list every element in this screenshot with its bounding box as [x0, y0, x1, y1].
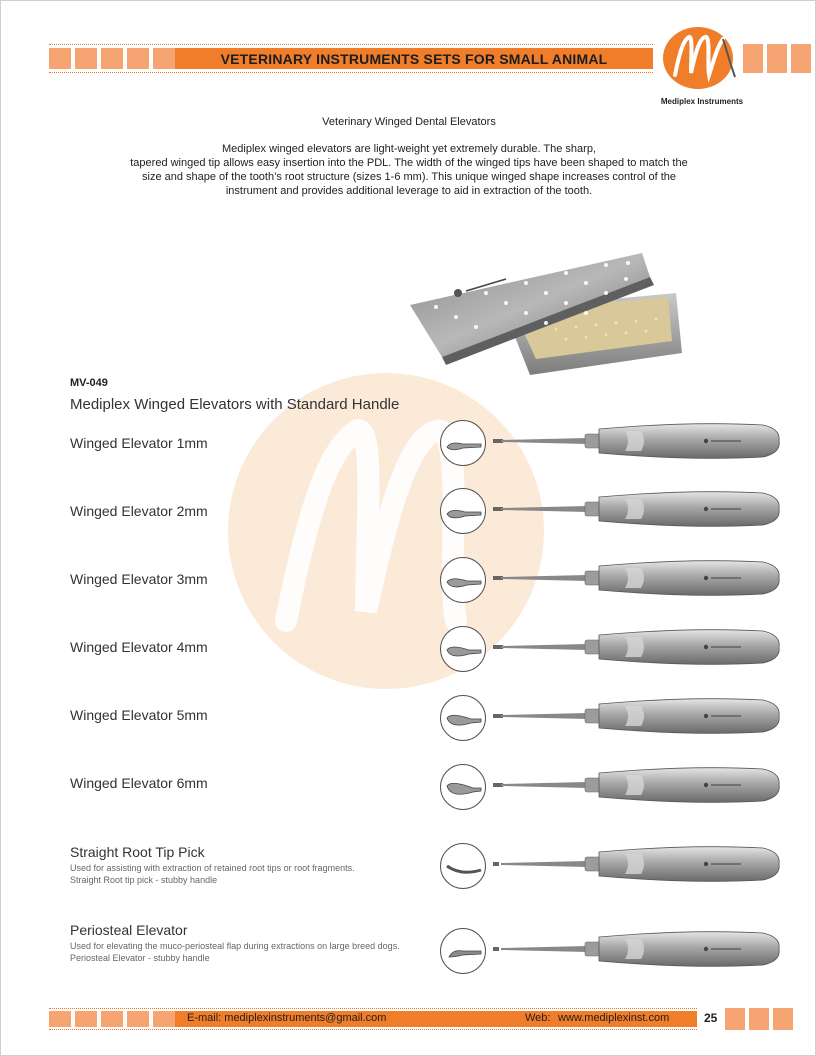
item-label: Winged Elevator 4mm — [70, 639, 208, 655]
instrument-icon — [491, 842, 781, 886]
tip-detail-icon — [441, 765, 487, 811]
tip-detail-icon — [441, 696, 487, 742]
page-number: 25 — [704, 1011, 718, 1025]
elevator-instrument-image — [491, 842, 781, 886]
tip-detail-circle — [440, 488, 486, 534]
tip-detail-icon — [441, 489, 487, 535]
instrument-icon — [491, 556, 781, 600]
elevator-instrument-image — [491, 556, 781, 600]
item-description-line: Periosteal Elevator - stubby handle — [70, 953, 210, 963]
elevator-instrument-image — [491, 927, 781, 971]
intro-line: tapered winged tip allows easy insertion into the PDL. The width of the winged tips have been shaped to match the — [130, 157, 688, 169]
product-code: MV-049 — [70, 377, 108, 389]
tip-detail-icon — [441, 929, 487, 975]
tip-detail-circle — [440, 420, 486, 466]
intro-paragraph — [96, 142, 722, 198]
item-description-line: Used for elevating the muco-periosteal flap during extractions on large breed dogs. — [70, 941, 400, 951]
item-label: Winged Elevator 2mm — [70, 503, 208, 519]
mediplex-logo — [661, 25, 739, 91]
instrument-icon — [491, 927, 781, 971]
instrument-icon — [491, 625, 781, 669]
item-description-line: Straight Root tip pick - stubby handle — [70, 875, 218, 885]
instrument-icon — [491, 694, 781, 738]
tip-detail-icon — [441, 421, 487, 467]
item-label: Winged Elevator 3mm — [70, 571, 208, 587]
tip-detail-circle — [440, 626, 486, 672]
tip-detail-circle — [440, 695, 486, 741]
footer-email: E-mail: mediplexinstruments@gmail.com — [187, 1012, 387, 1024]
tip-detail-icon — [441, 844, 487, 890]
sterilization-box-image — [406, 249, 691, 377]
page-title: VETERINARY INSTRUMENTS SETS FOR SMALL ANIMAL — [220, 50, 608, 67]
tip-detail-circle — [440, 557, 486, 603]
footer-website: www.mediplexinst.com — [558, 1012, 670, 1024]
elevator-instrument-image — [491, 419, 781, 463]
intro-line: size and shape of the tooth’s root structure (sizes 1-6 mm). This unique winged shape increases control of the — [142, 171, 676, 183]
intro-line: Mediplex winged elevators are light-weight yet extremely durable. The sharp, — [222, 143, 596, 155]
tip-detail-icon — [441, 627, 487, 673]
instrument-icon — [491, 487, 781, 531]
section-subtitle: Veterinary Winged Dental Elevators — [322, 116, 496, 128]
item-description-line: Used for assisting with extraction of retained root tips or root fragments. — [70, 863, 355, 873]
item-description — [70, 862, 355, 886]
footer-web-label: Web: — [525, 1012, 551, 1024]
instrument-icon — [491, 763, 781, 807]
intro-line: instrument and provides additional leverage to aid in extraction of the tooth. — [225, 185, 593, 197]
header-bar — [49, 44, 653, 73]
item-label: Winged Elevator 6mm — [70, 775, 208, 791]
item-label: Periosteal Elevator — [70, 922, 188, 938]
tip-detail-circle — [440, 843, 486, 889]
instrument-icon — [491, 419, 781, 463]
header-squares — [743, 44, 811, 73]
item-description — [70, 940, 400, 964]
product-heading: Mediplex Winged Elevators with Standard Handle — [70, 396, 400, 413]
footer-squares — [725, 1008, 793, 1030]
tip-detail-icon — [441, 558, 487, 604]
brand-name: Mediplex Instruments — [660, 97, 744, 106]
elevator-instrument-image — [491, 694, 781, 738]
tip-detail-circle — [440, 928, 486, 974]
elevator-instrument-image — [491, 625, 781, 669]
tip-detail-circle — [440, 764, 486, 810]
elevator-instrument-image — [491, 763, 781, 807]
item-label: Winged Elevator 1mm — [70, 435, 208, 451]
item-label: Winged Elevator 5mm — [70, 707, 208, 723]
item-label: Straight Root Tip Pick — [70, 844, 205, 860]
elevator-instrument-image — [491, 487, 781, 531]
